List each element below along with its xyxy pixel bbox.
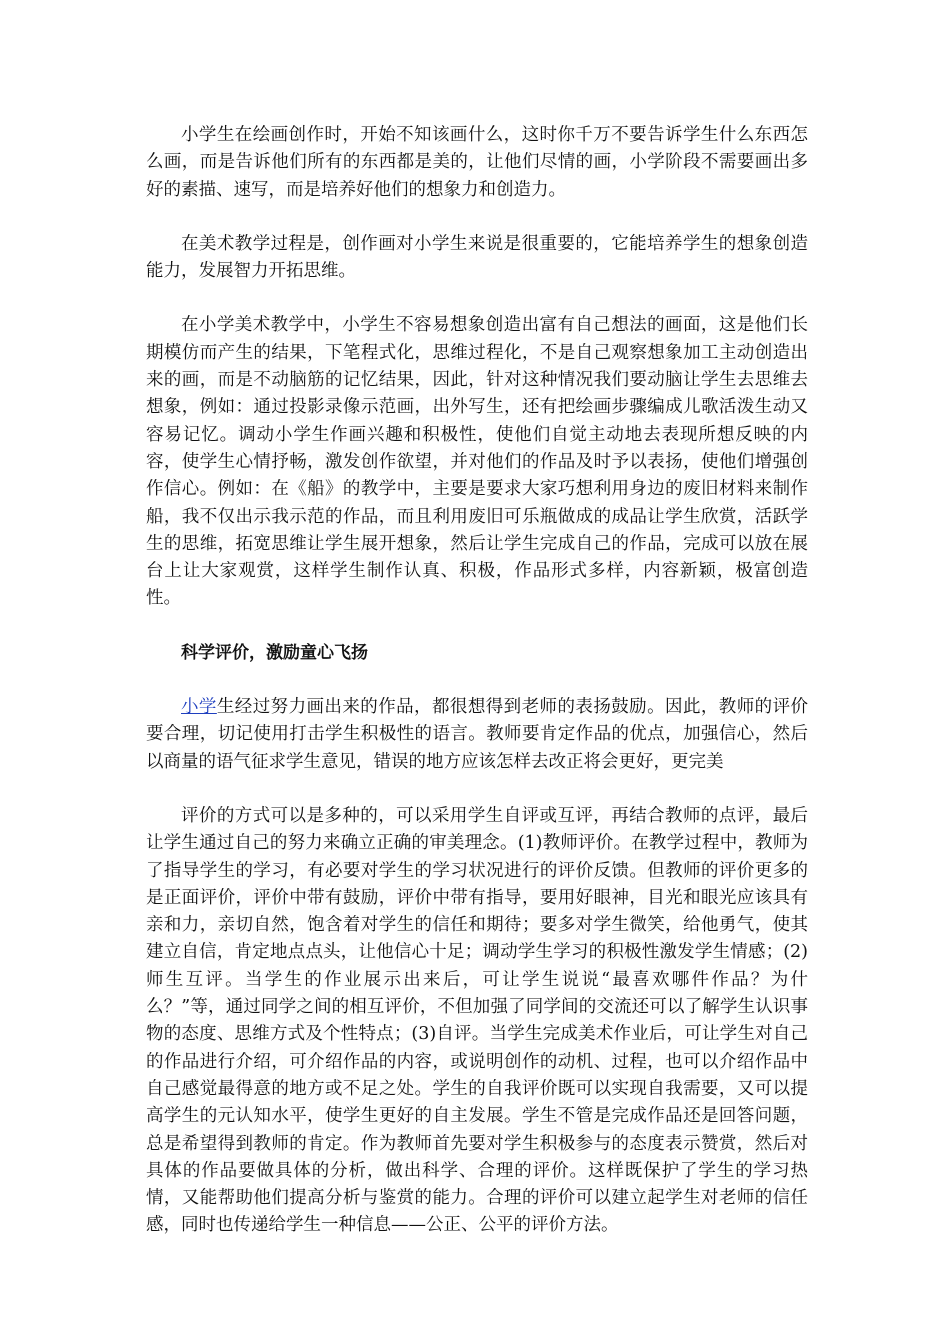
xiaoxue-link[interactable]: 小学 [181,697,217,718]
paragraph-3: 在小学美术教学中，小学生不容易想象创造出富有自己想法的画面，这是他们长期模仿而产生的结果，下笔程式化，思维过程化，不是自己观察想象加工主动创造出来的画，而是不动脑筋的记忆结果，因此，针对这种情况我们要动脑让学生去思维去想象，例如：通过投影录像示范画，出外写生，还有把绘画步骤编成儿歌活泼生动又容易记忆。调动小学生作画兴趣和积极性，使他们自觉主动地去表现所想反映的内容，使学生心情抒畅，激发创作欲望，并对他们的作品及时予以表扬，使他们增强创作信心。例如：在《船》的教学中，主要是要求大家巧想利用身边的废旧材料来制作船，我不仅出示我示范的作品，而且利用废旧可乐瓶做成的成品让学生欣赏，活跃学生的思维，拓宽思维让学生展开想象，然后让学生完成自己的作品，完成可以放在展台上让大家观赏，这样学生制作认真、积极，作品形式多样，内容新颖，极富创造性。 [146,315,808,609]
paragraph-4 [146,694,808,776]
paragraph-1: 小学生在绘画创作时，开始不知该画什么，这时你千万不要告诉学生什么东西怎么画，而是告诉他们所有的东西都是美的，让他们尽情的画，小学阶段不需要画出多好的素描、速写，而是培养好他们的想象力和创造力。 [146,125,808,200]
paragraph-4-text: 生经过努力画出来的作品，都很想得到老师的表扬鼓励。因此，教师的评价要合理，切记使用打击学生积极性的语言。教师要肯定作品的优点，加强信心，然后以商量的语气征求学生意见，错误的地方应该怎样去改正将会更好，更完美 [146,697,809,772]
paragraph-5: 评价的方式可以是多种的，可以采用学生自评或互评，再结合教师的点评，最后让学生通过自己的努力来确立正确的审美理念。(1)教师评价。在教学过程中，教师为了指导学生的学习，有必要对学生的学习状况进行的评价反馈。但教师的评价更多的是正面评价，评价中带有鼓励，评价中带有指导，要用好眼神，目光和眼光应该具有亲和力，亲切自然，饱含着对学生的信任和期待；要多对学生微笑，给他勇气，使其建立自信，肯定地点点头，让他信心十足；调动学生学习的积极性激发学生情感；(2)师生互评。当学生的作业展示出来后，可让学生说说“最喜欢哪件作品？为什么？”等，通过同学之间的相互评价，不但加强了同学间的交流还可以了解学生认识事物的态度、思维方式及个性特点；(3)自评。当学生完成美术作业后，可让学生对自己的作品进行介绍，可介绍作品的内容，或说明创作的动机、过程，也可以介绍作品中自己感觉最得意的地方或不足之处。学生的自我评价既可以实现自我需要，又可以提高学生的元认知水平，使学生更好的自主发展。学生不管是完成作品还是回答问题，总是希望得到教师的肯定。作为教师首先要对学生积极参与的态度表示赞赏，然后对具体的作品要做具体的分析，做出科学、合理的评价。这样既保护了学生的学习热情，又能帮助他们提高分析与鉴赏的能力。合理的评价可以建立起学生对老师的信任感，同时也传递给学生一种信息——公正、公平的评价方法。 [146,805,808,1236]
section-heading: 科学评价，激励童心飞扬 [181,642,368,663]
paragraph-2: 在美术教学过程是，创作画对小学生来说是很重要的，它能培养学生的想象创造能力，发展智力开拓思维。 [146,233,808,282]
document-body [146,122,808,1240]
